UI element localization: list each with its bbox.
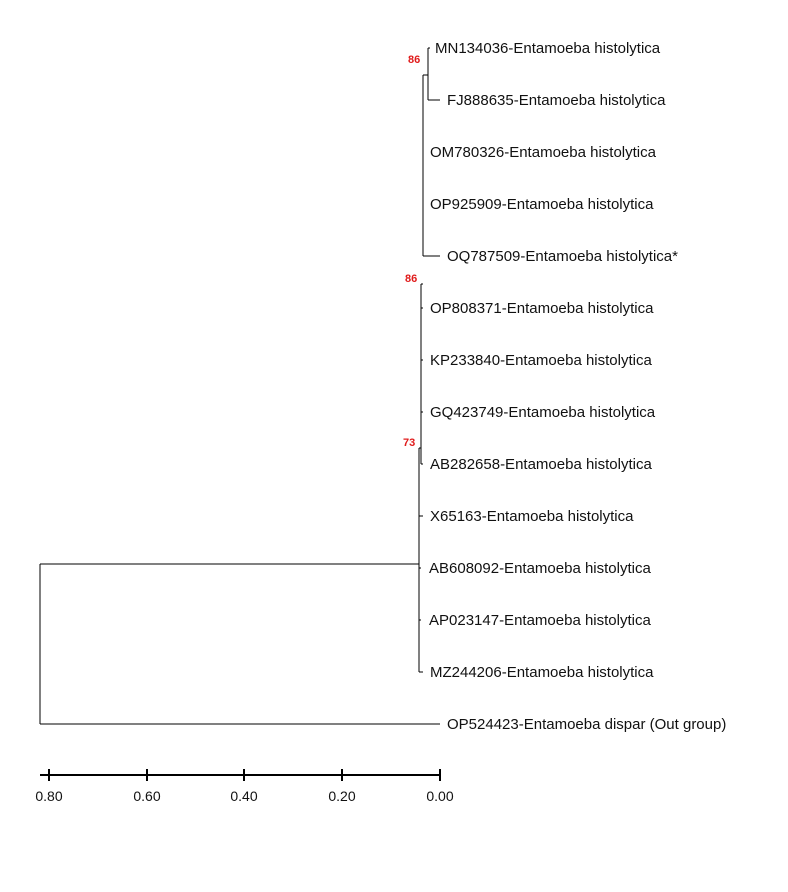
bootstrap-value-oq-node: 86: [405, 273, 418, 285]
leaf-label-op925909: OP925909-Entamoeba histolytica: [430, 196, 654, 213]
scale-tick-label-0.20: 0.20: [328, 788, 356, 804]
leaf-label-gq423749: GQ423749-Entamoeba histolytica: [430, 404, 656, 421]
leaf-label-fj888635: FJ888635-Entamoeba histolytica: [447, 92, 666, 109]
leaf-label-op524423: OP524423-Entamoeba dispar (Out group): [447, 716, 727, 733]
leaf-label-op808371: OP808371-Entamoeba histolytica: [430, 300, 654, 317]
bootstrap-value-mn-fj: 86: [408, 54, 421, 66]
bootstrap-value-ingroup: 73: [403, 437, 416, 449]
scale-tick-label-0.40: 0.40: [230, 788, 258, 804]
leaf-label-x65163: X65163-Entamoeba histolytica: [430, 508, 634, 525]
leaf-label-om780326: OM780326-Entamoeba histolytica: [430, 144, 656, 161]
scale-tick-label-0.80: 0.80: [35, 788, 63, 804]
leaf-label-ab282658: AB282658-Entamoeba histolytica: [430, 456, 652, 473]
tree-branches: [40, 48, 440, 724]
leaf-label-ab608092: AB608092-Entamoeba histolytica: [429, 560, 651, 577]
bootstrap-values: [403, 54, 420, 449]
leaf-label-mz244206: MZ244206-Entamoeba histolytica: [430, 664, 654, 681]
leaf-labels: [429, 40, 726, 733]
scale-tick-label-0.60: 0.60: [133, 788, 161, 804]
leaf-label-ap023147: AP023147-Entamoeba histolytica: [429, 612, 651, 629]
leaf-label-mn134036: MN134036-Entamoeba histolytica: [435, 40, 661, 57]
scale-tick-label-0.00: 0.00: [426, 788, 454, 804]
leaf-label-oq787509: OQ787509-Entamoeba histolytica*: [447, 248, 678, 265]
leaf-label-kp233840: KP233840-Entamoeba histolytica: [430, 352, 652, 369]
scale-axis: [35, 769, 453, 804]
